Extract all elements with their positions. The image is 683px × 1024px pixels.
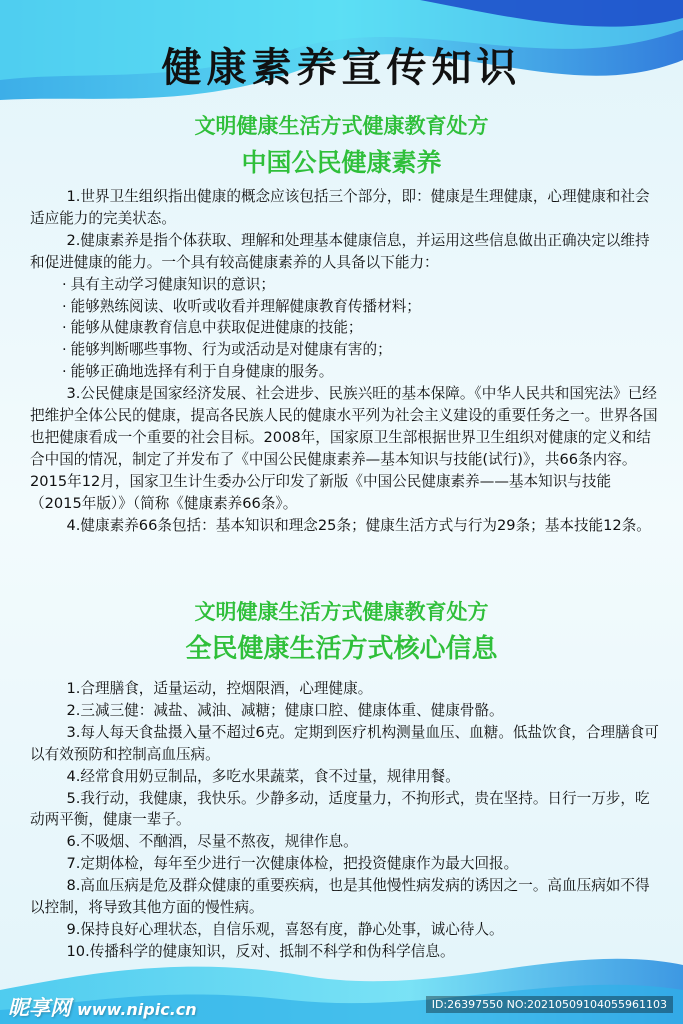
- list-item: 1.合理膳食，适量运动，控烟限酒，心理健康。: [66, 680, 373, 697]
- section2-subtitle: 文明健康生活方式健康教育处方: [194, 600, 489, 624]
- section2-heading: 全民健康生活方式核心信息: [185, 634, 498, 664]
- bullet-item: · 能够正确地选择有利于自身健康的服务。: [30, 361, 660, 383]
- section1-subtitle: 文明健康生活方式健康教育处方: [194, 114, 489, 138]
- list-item: 4.经常食用奶豆制品，多吃水果蔬菜，食不过量，规律用餐。: [66, 767, 460, 785]
- site-logo: [8, 992, 197, 1022]
- list-item: 9.保持良好心理状态，自信乐观，喜怒有度，静心处事，诚心待人。: [66, 920, 504, 938]
- paragraph: 4.健康素养66条包括：基本知识和理念25条；健康生活方式与行为29条；基本技能12条。: [66, 516, 651, 534]
- logo-url: www.nipic.cn: [77, 1000, 197, 1019]
- logo-text: 昵享网: [8, 996, 71, 1020]
- bullet-item: · 能够判断哪些事物、行为或活动是对健康有害的；: [30, 339, 660, 361]
- list-item: 8.高血压病是危及群众健康的重要疾病，也是其他慢性病发病的诱因之一。高血压病如不得以控制，将导致其他方面的慢性病。: [30, 877, 650, 917]
- section1-heading: 中国公民健康素养: [241, 148, 442, 177]
- bullet-item: · 具有主动学习健康知识的意识；: [30, 274, 660, 296]
- list-item: 6.不吸烟、不酗酒，尽量不熬夜，规律作息。: [66, 833, 358, 851]
- paragraph: 2.健康素养是指个体获取、理解和处理基本健康信息，并运用这些信息做出正确决定以维持和促进健康的能力。一个具有较高健康素养的人具备以下能力：: [30, 231, 650, 271]
- paragraph: 1.世界卫生组织指出健康的概念应该包括三个部分，即：健康是生理健康，心理健康和社会适应能力的完美状态。: [30, 188, 650, 227]
- list-item: 2.三减三健：减盐、减油、减糖；健康口腔、健康体重、健康骨骼。: [66, 701, 504, 719]
- watermark-id: ID:26397550 NO:20210509104055961103: [426, 996, 673, 1013]
- section1-body: [30, 186, 660, 537]
- list-item: 3.每人每天食盐摄入量不超过6克。定期到医疗机构测量血压、血糖。低盐饮食，合理膳食可以有效预防和控制高血压病。: [30, 723, 659, 763]
- paragraph: 3.公民健康是国家经济发展、社会进步、民族兴旺的基本保障。《中华人民共和国宪法》已经把维护全体公民的健康，提高各民族人民的健康水平列为社会主义建设的重要任务之一。世界各国也把健康看成一个重要的社会目标。2008年，国家原卫生部根据世界卫生组织对健康的定义和结合中国的情况，制定了并发布了《中国公民健康素养—基本知识与技能(试行)》，共66条内容。2015年12月，国家卫生计生委办公厅印发了新版《中国公民健康素养——基本知识与技能（2015年版）》（简称《健康素养66条》。: [30, 385, 658, 512]
- list-item: 5.我行动，我健康，我快乐。少静多动，适度量力，不拘形式，贵在坚持。日行一万步，吃动两平衡，健康一辈子。: [30, 789, 650, 829]
- bullet-item: · 能够熟练阅读、收听或收看并理解健康教育传播材料；: [30, 296, 660, 318]
- list-item: 10.传播科学的健康知识，反对、抵制不科学和伪科学信息。: [66, 942, 455, 960]
- section2-body: [30, 678, 660, 963]
- list-item: 7.定期体检，每年至少进行一次健康体检，把投资健康作为最大回报。: [66, 855, 519, 873]
- page-title: 健康素养宣传知识: [161, 45, 522, 91]
- bullet-item: · 能够从健康教育信息中获取促进健康的技能；: [30, 317, 660, 339]
